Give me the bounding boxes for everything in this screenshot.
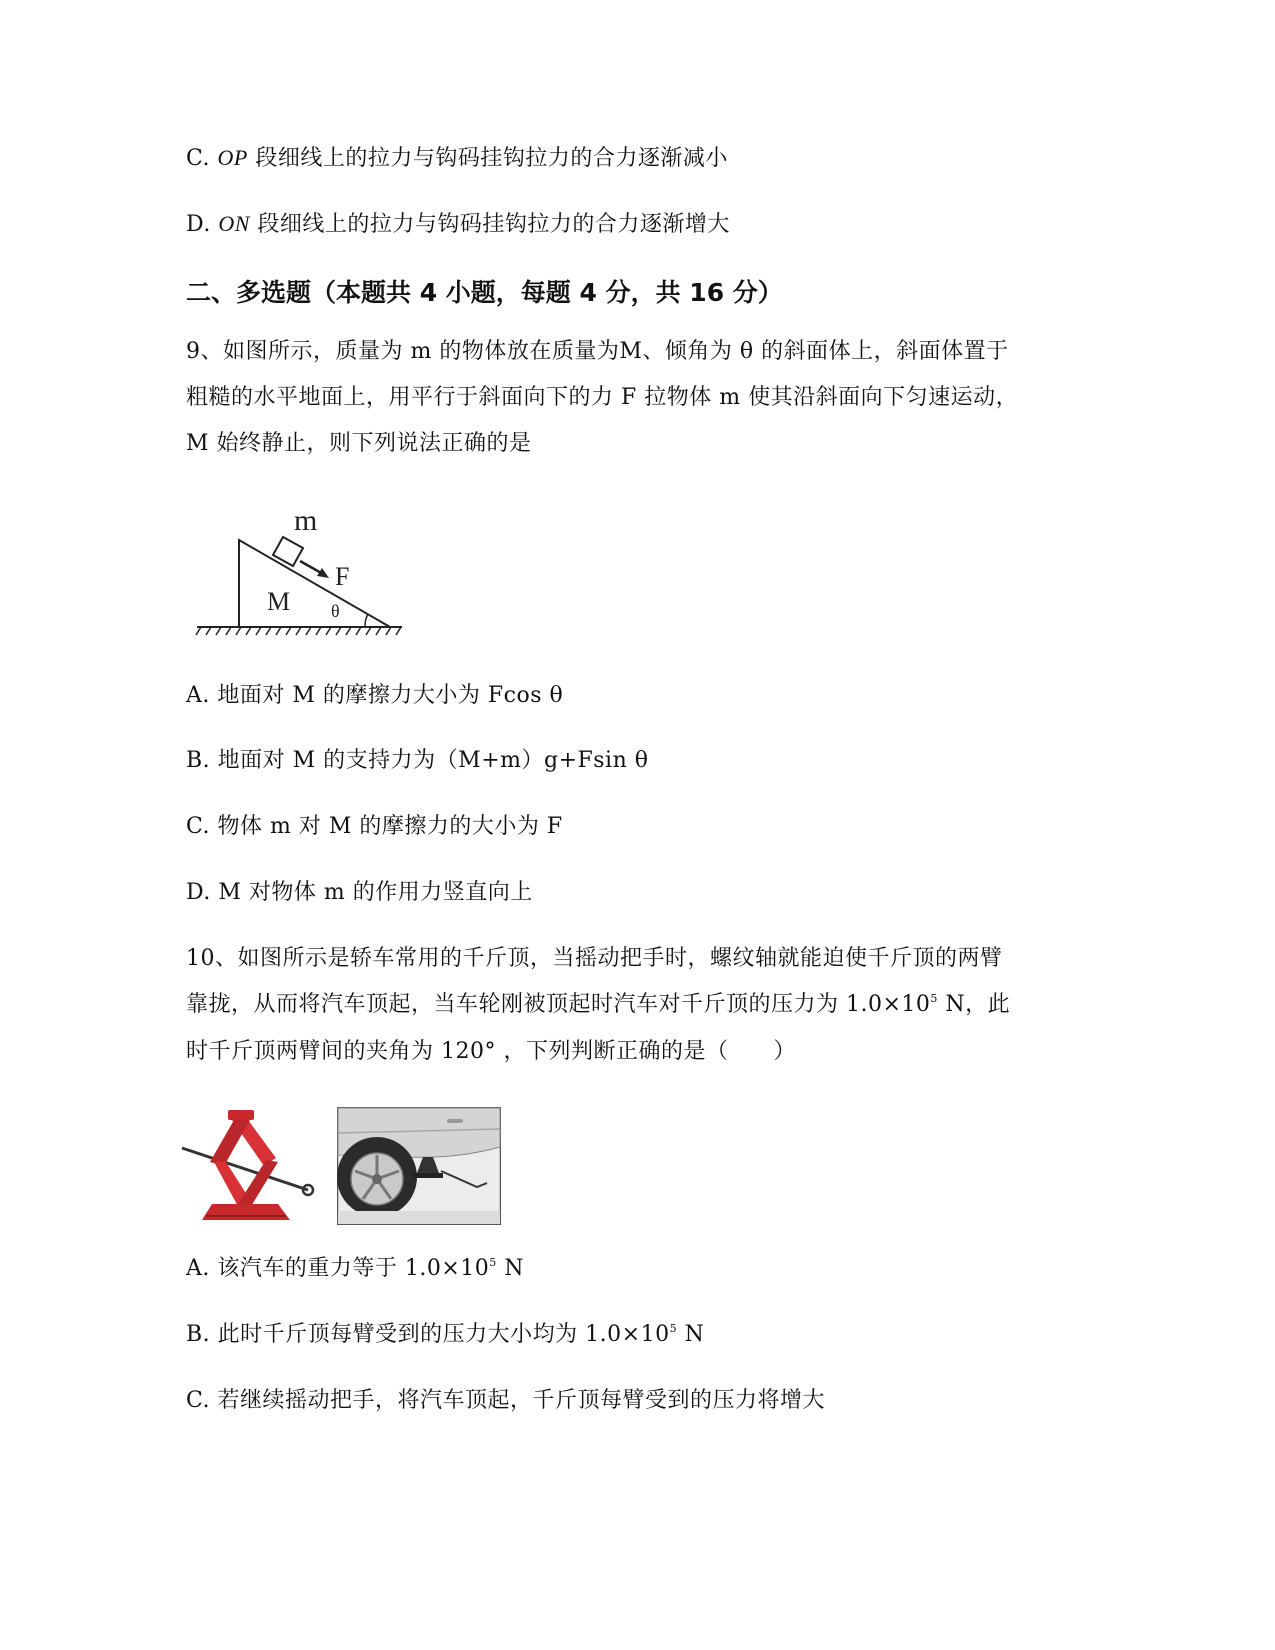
q9-stem-line-3: M 始终静止，则下列说法正确的是 [186,431,532,456]
jack-base [202,1204,290,1220]
q9-option-a: A. 地面对 M 的摩擦力大小为 Fcos θ [186,683,564,708]
q10-car-photo [337,1107,501,1225]
q10-option-b-pre: B. 此时千斤顶每臂受到的压力大小均为 1.0×10 [186,1322,670,1347]
q8-option-c-var: OP [217,145,248,170]
q8-option-d [186,209,730,240]
section-heading: 二、多选题（本题共 4 小题，每题 4 分，共 16 分） [186,278,783,307]
q10-option-a-exp: 5 [489,1256,497,1269]
q9-option-d: D. M 对物体 m 的作用力竖直向上 [186,880,533,905]
q9-stem-line-1: 9、如图所示，质量为 m 的物体放在质量为M、倾角为 θ 的斜面体上，斜面体置于 [186,339,1009,364]
q8-option-c-text: 段细线上的拉力与钩码挂钩拉力的合力逐渐减小 [247,146,728,171]
q9-option-b: B. 地面对 M 的支持力为（M+m）g+Fsin θ [186,748,649,773]
label-theta: θ [331,601,340,621]
q10-option-b-exp: 5 [669,1322,678,1335]
jack-arm-upper-left [210,1120,250,1166]
car-door-handle [447,1119,463,1123]
q8-option-d-label: D. [186,212,219,237]
label-m: m [294,504,318,537]
q10-jack-photo [180,1100,320,1225]
q10-option-a-pre: A. 该汽车的重力等于 1.0×10 [186,1256,490,1281]
q10-stem-exponent: 5 [930,992,938,1005]
q10-option-c: C. 若继续摇动把手，将汽车顶起，千斤顶每臂受到的压力将增大 [186,1388,826,1413]
q9-stem-line-2: 粗糙的水平地面上，用平行于斜面向下的力 F 拉物体 m 使其沿斜面向下匀速运动， [186,385,1019,410]
q10-stem-line-1: 10、如图所示是轿车常用的千斤顶，当摇动把手时，螺纹轴就能迫使千斤顶的两臂 [186,946,1003,971]
theta-arc [365,614,368,627]
q10-option-a [186,1254,524,1284]
q10-stem-line-3: 时千斤顶两臂间的夹角为 120° ，下列判断正确的是（ ） [186,1039,796,1064]
q8-option-d-text: 段细线上的拉力与钩码挂钩拉力的合力逐渐增大 [249,212,730,237]
q10-stem-line-2 [186,990,1010,1020]
label-F: F [335,562,350,591]
jack-saddle [228,1110,254,1120]
q10-option-a-post: N [496,1256,525,1281]
q10-stem-line-2-pre: 靠拢，从而将汽车顶起，当车轮刚被顶起时汽车对千斤顶的压力为 1.0×10 [186,992,931,1017]
label-M: M [267,587,291,616]
q9-incline-figure [195,500,410,640]
q10-stem-line-2-post: N，此 [937,992,1011,1017]
q9-option-c: C. 物体 m 对 M 的摩擦力的大小为 F [186,814,563,839]
q8-option-c-label: C. [186,146,218,171]
q8-option-d-var: ON [218,211,250,236]
jack-handle-rod [182,1148,308,1190]
q10-option-b-post: N [677,1322,705,1347]
q10-option-b [186,1320,704,1350]
ground-hatching [196,627,401,635]
q8-option-c [186,143,728,174]
